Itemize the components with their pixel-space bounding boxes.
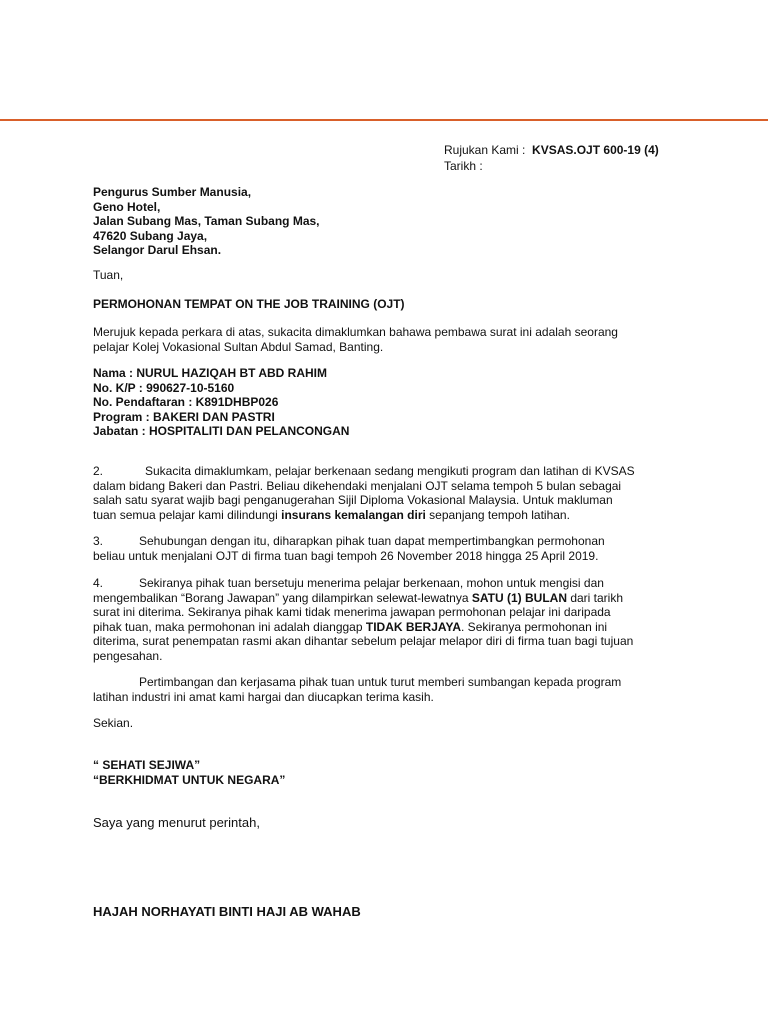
recipient-line: 47620 Subang Jaya, bbox=[93, 228, 208, 243]
subject-heading: PERMOHONAN TEMPAT ON THE JOB TRAINING (OJT) bbox=[93, 297, 405, 311]
paragraph-line: Pertimbangan dan kerjasama pihak tuan untuk turut memberi sumbangan kepada program bbox=[139, 675, 622, 689]
paragraph-text: . Sekiranya permohonan ini bbox=[461, 619, 608, 634]
paragraph-line: beliau untuk menjalani OJT di firma tuan bagi tempoh 26 November 2018 hingga 25 April 2019. bbox=[93, 548, 599, 563]
signatory-name: HAJAH NORHAYATI BINTI HAJI AB WAHAB bbox=[93, 904, 361, 919]
date-label: Tarikh : bbox=[444, 159, 483, 173]
paragraph-number: 2. bbox=[93, 464, 104, 478]
student-program: Program : BAKERI DAN PASTRI bbox=[93, 409, 275, 424]
recipient-line: Selangor Darul Ehsan. bbox=[93, 243, 222, 258]
paragraph-number: 4. bbox=[93, 576, 104, 590]
paragraph-text: tuan semua pelajar kami dilindungi bbox=[93, 507, 282, 522]
closing: Sekian. bbox=[93, 716, 134, 730]
reference-line bbox=[444, 142, 659, 158]
unsuccessful-highlight: TIDAK BERJAYA bbox=[365, 619, 462, 634]
paragraph-text: mengembalikan “Borang Jawapan” yang dilampirkan selewat-lewatnya bbox=[93, 590, 472, 605]
paragraph-line: salah satu syarat wajib bagi penganugerahan Sijil Diploma Vokasional Malaysia. Untuk makluman bbox=[93, 493, 613, 508]
paragraph-5 bbox=[93, 675, 683, 704]
deadline-highlight: SATU (1) BULAN bbox=[471, 590, 567, 605]
intro-line: Merujuk kepada perkara di atas, sukacita dimaklumkan bahawa pembawa surat ini adalah seorang bbox=[93, 325, 618, 339]
recipient-line: Pengurus Sumber Manusia, bbox=[93, 185, 252, 199]
paragraph-text: dari tarikh bbox=[566, 590, 624, 605]
header-rule bbox=[0, 119, 768, 121]
paragraph-line: pengesahan. bbox=[93, 648, 163, 663]
paragraph-line: Sehubungan dengan itu, diharapkan pihak tuan dapat mempertimbangkan permohonan bbox=[139, 534, 605, 548]
salutation: Tuan, bbox=[93, 268, 124, 282]
insurance-highlight: insurans kemalangan diri bbox=[281, 507, 426, 522]
paragraph-line: surat ini diterima. Sekiranya pihak kami tidak menerima jawapan permohonan pelajar ini daripada bbox=[93, 605, 611, 620]
paragraph-line: latihan industri ini amat kami hargai dan diucapkan terima kasih. bbox=[93, 689, 434, 704]
paragraph-2 bbox=[93, 464, 683, 522]
paragraph-text: pihak tuan, maka permohonan ini adalah dianggap bbox=[93, 619, 366, 634]
recipient-line: Geno Hotel, bbox=[93, 199, 161, 214]
recipient-line: Jalan Subang Mas, Taman Subang Mas, bbox=[93, 214, 320, 229]
intro-paragraph bbox=[93, 325, 683, 354]
paragraph-text: sepanjang tempoh latihan. bbox=[425, 507, 570, 522]
paragraph-line: dalam bidang Bakeri dan Pastri. Beliau dikehendaki menjalani OJT selama tempoh 5 bulan sebagai bbox=[93, 478, 622, 493]
motto bbox=[93, 758, 285, 787]
signoff: Saya yang menurut perintah, bbox=[93, 815, 260, 830]
paragraph-line: Sekiranya pihak tuan bersetuju menerima pelajar berkenaan, mohon untuk mengisi dan bbox=[139, 576, 604, 590]
student-details bbox=[93, 366, 349, 439]
student-name: Nama : NURUL HAZIQAH BT ABD RAHIM bbox=[93, 366, 327, 380]
recipient-address bbox=[93, 185, 320, 258]
reference-block bbox=[444, 142, 659, 174]
motto-line: “ SEHATI SEJIWA” bbox=[93, 758, 201, 772]
motto-line: “BERKHIDMAT UNTUK NEGARA” bbox=[93, 772, 286, 787]
paragraph-3 bbox=[93, 534, 683, 563]
student-department: Jabatan : HOSPITALITI DAN PELANCONGAN bbox=[93, 424, 350, 439]
paragraph-line: Sukacita dimaklumkam, pelajar berkenaan sedang mengikuti program dan latihan di KVSAS bbox=[145, 464, 635, 478]
intro-line: pelajar Kolej Vokasional Sultan Abdul Samad, Banting. bbox=[93, 339, 384, 354]
reference-label: Rujukan Kami : bbox=[444, 143, 526, 157]
paragraph-line: diterima, surat penempatan rasmi akan dihantar sebelum pelajar melapor diri di firma tuan bagi tujuan bbox=[93, 634, 634, 649]
reference-value: KVSAS.OJT 600-19 (4) bbox=[532, 143, 659, 157]
paragraph-number: 3. bbox=[93, 534, 104, 548]
paragraph-4 bbox=[93, 576, 683, 664]
student-registration: No. Pendaftaran : K891DHBP026 bbox=[93, 395, 279, 410]
student-ic: No. K/P : 990627-10-5160 bbox=[93, 380, 235, 395]
